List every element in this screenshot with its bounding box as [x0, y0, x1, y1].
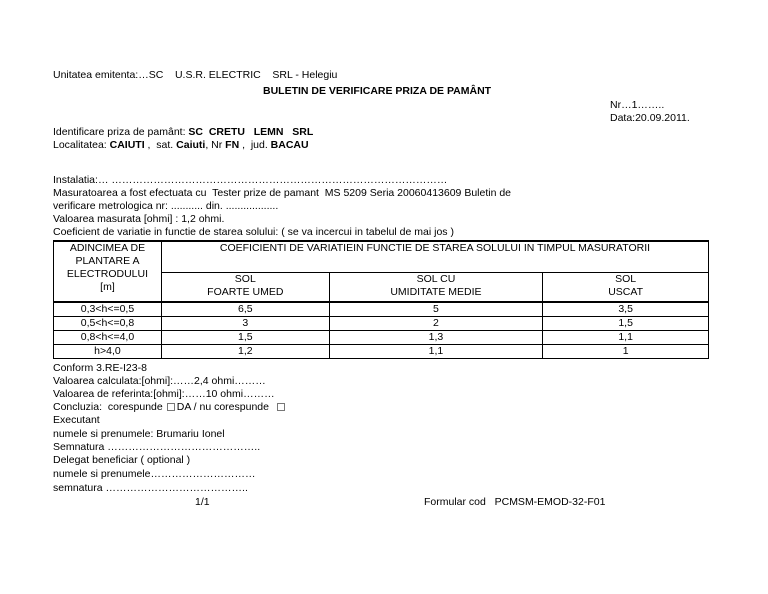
identification-label: Identificare priza de pamânt:: [53, 126, 189, 138]
table-cell: 0,5<h<=0,8: [54, 317, 162, 331]
corresponds-checkbox[interactable]: [167, 403, 175, 411]
calculated-value: Valoarea calculata:[ohmi]:……2,4 ohmi………: [53, 375, 266, 387]
table-cell: 1,1: [329, 345, 543, 359]
table-cell: 1,2: [161, 345, 329, 359]
executant-signature: Semnatura ……………………………………..: [53, 441, 261, 453]
issuer-line: Unitatea emitenta:…SC U.S.R. ELECTRIC SRL - Helegiu: [53, 69, 338, 81]
subheader-very-wet-line-2: FOARTE UMED: [207, 286, 284, 298]
depth-header: [54, 241, 162, 302]
table-cell: 1,5: [161, 331, 329, 345]
beneficiary-heading: Delegat beneficiar ( optional ): [53, 454, 191, 466]
table-row: [54, 317, 709, 331]
table-row: [54, 345, 709, 359]
measurement-line-2: verificare metrologica nr: ........... din. ..................: [53, 200, 279, 212]
table-cell: 3: [161, 317, 329, 331]
number-value: FN: [225, 139, 240, 151]
not-corresponds-checkbox[interactable]: [277, 403, 285, 411]
conclusion-options: DA / nu corespunde: [176, 401, 269, 413]
identification-line: [53, 126, 313, 139]
table-cell: 6,5: [161, 302, 329, 317]
table-cell: 1,5: [543, 317, 709, 331]
document-date: Data:20.09.2011.: [610, 112, 690, 124]
coefficient-note: Coeficient de variatie in functie de starea solului: ( se va incercui in tabelul de mai jos ): [53, 226, 454, 238]
depth-header-line-4: [m]: [100, 281, 115, 293]
table-cell: 1: [543, 345, 709, 359]
table-cell: 2: [329, 317, 543, 331]
depth-header-line-3: ELECTRODULUI: [66, 268, 149, 280]
beneficiary-name: numele si prenumele…………………………: [53, 468, 256, 480]
coefficients-table: [53, 240, 709, 359]
form-code: Formular cod PCMSM-EMOD-32-F01: [424, 496, 606, 508]
identification-value: SC CRETU LEMN SRL: [188, 126, 314, 138]
depth-header-line-1: ADINCIMEA DE: [69, 242, 146, 254]
table-row: [54, 302, 709, 317]
reference-value: Valoarea de referinta:[ohmi]:……10 ohmi………: [53, 388, 275, 400]
table-cell: 5: [329, 302, 543, 317]
table-cell: 0,3<h<=0,5: [54, 302, 162, 317]
county-label: , jud.: [239, 139, 271, 151]
table-header-row: [54, 241, 709, 273]
executant-heading: Executant: [53, 414, 100, 426]
measured-value: Valoarea masurata [ohmi] : 1,2 ohmi.: [53, 213, 225, 225]
subheader-medium-humidity-line-1: SOL CU: [416, 273, 456, 285]
conclusion-line: [53, 401, 287, 414]
beneficiary-signature: semnatura …………………………………..: [53, 482, 248, 494]
village-label: , sat.: [144, 139, 177, 151]
subheader-dry: [543, 273, 709, 303]
subheader-dry-line-2: USCAT: [608, 286, 644, 298]
document-number: Nr…1……..: [610, 99, 665, 111]
table-row: [54, 331, 709, 345]
executant-name: numele si prenumele: Brumariu Ionel: [53, 428, 225, 440]
subheader-very-wet-line-1: SOL: [234, 273, 256, 285]
installation-line: Instalatia:… ……………………………………………………………………………………: [53, 174, 448, 186]
locality-line: [53, 139, 309, 152]
subheader-medium-humidity: [329, 273, 543, 303]
depth-header-line-2: PLANTARE A: [75, 255, 140, 267]
locality-label: Localitatea:: [53, 139, 110, 151]
locality-value: CAIUTI: [109, 139, 145, 151]
document-title: BULETIN DE VERIFICARE PRIZA DE PAMÂNT: [263, 85, 492, 97]
table-cell: 3,5: [543, 302, 709, 317]
table-cell: 1,3: [329, 331, 543, 345]
subheader-medium-humidity-line-2: UMIDITATE MEDIE: [390, 286, 482, 298]
county-value: BACAU: [270, 139, 309, 151]
page-number: 1/1: [195, 496, 210, 508]
village-value: Caiuti: [176, 139, 206, 151]
subheader-very-wet: [161, 273, 329, 303]
table-cell: 0,8<h<=4,0: [54, 331, 162, 345]
conclusion-label: Concluzia: corespunde: [53, 401, 163, 413]
table-cell: 1,1: [543, 331, 709, 345]
conform-line: Conform 3.RE-I23-8: [53, 362, 147, 374]
measurement-line-1: Masuratoarea a fost efectuata cu Tester prize de pamant MS 5209 Seria 20060413609 Buletin de: [53, 187, 512, 199]
number-label: , Nr: [205, 139, 226, 151]
coefficients-span-header: COEFICIENTI DE VARIATIEIN FUNCTIE DE STAREA SOLULUI IN TIMPUL MASURATORII: [161, 241, 708, 273]
subheader-dry-line-1: SOL: [615, 273, 637, 285]
table-cell: h>4,0: [54, 345, 162, 359]
